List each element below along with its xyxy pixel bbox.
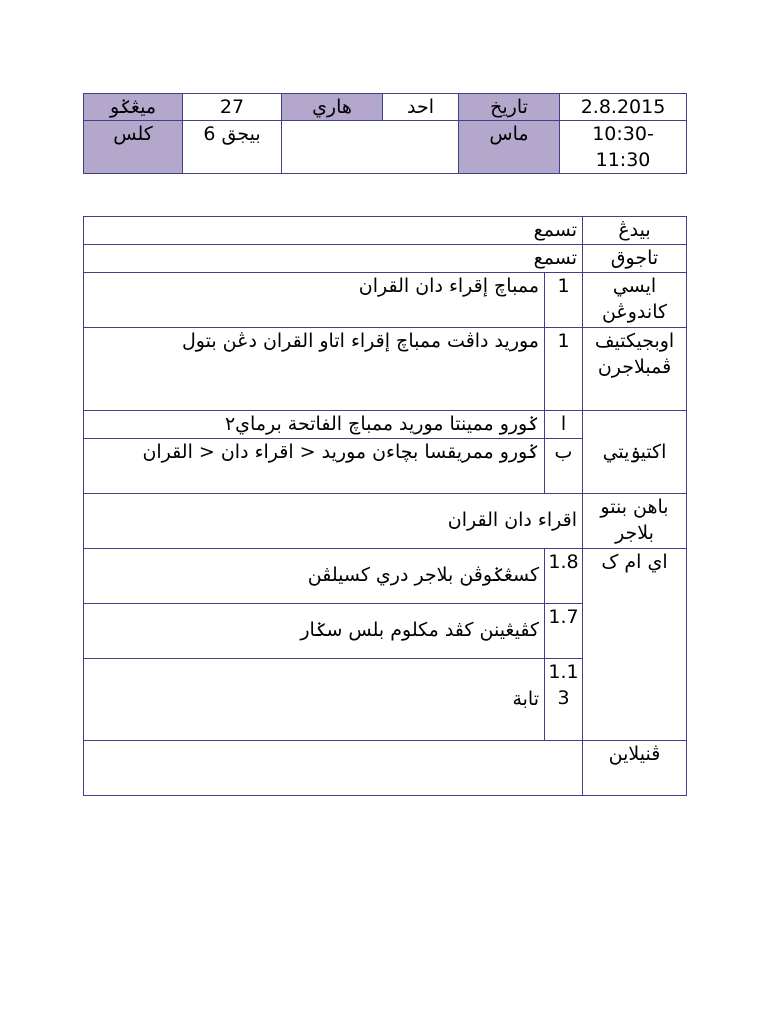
masa-value: -10:30 11:30 <box>560 121 687 174</box>
header-row-1 <box>84 94 687 121</box>
row-tajuk <box>84 245 687 273</box>
tajuk-label: تاجوق <box>583 245 687 273</box>
bidang-value: تسمع <box>84 217 583 245</box>
row-isi-kandungan <box>84 273 687 328</box>
hari-value: احد <box>383 94 459 121</box>
emk-label: اي ام ک <box>583 549 687 741</box>
aktiviti-label: اكتيۏيتي <box>583 411 687 494</box>
lesson-header-table <box>83 93 687 174</box>
minggu-value: 27 <box>183 94 282 121</box>
aktiviti-a-index: ا <box>545 411 583 439</box>
masa-label: ماس <box>459 121 560 174</box>
header-row-2 <box>84 121 687 174</box>
minggu-label: ميڠݢو <box>84 94 183 121</box>
emk-2-index: 1.7 <box>545 604 583 659</box>
emk-1-value: كسڠݢوڤن بلاجر دري كسيلڤن <box>84 549 545 604</box>
tarikh-value: 2.8.2015 <box>560 94 687 121</box>
emk-1-index: 1.8 <box>545 549 583 604</box>
objektif-index: 1 <box>545 328 583 411</box>
lesson-plan-table <box>83 216 687 796</box>
row-bidang <box>84 217 687 245</box>
row-bahan-bantu <box>84 494 687 549</box>
penilaian-value <box>84 741 583 796</box>
emk-3-index: 1.13 <box>545 659 583 741</box>
objektif-label: اوبجيكتيف ڤمبلاجرن <box>583 328 687 411</box>
aktiviti-b-index: ب <box>545 439 583 494</box>
empty-cell <box>282 121 459 174</box>
emk-3-value: تابة <box>84 659 545 741</box>
hari-label: هاري <box>282 94 383 121</box>
tarikh-label: تاريخ <box>459 94 560 121</box>
isi-kandungan-index: 1 <box>545 273 583 328</box>
aktiviti-b-value: ݢورو ممريقسا بچاءن موريد < اقراء دان < القران <box>84 439 545 494</box>
row-aktiviti-a <box>84 411 687 439</box>
isi-kandungan-label: ايسي كاندوڠن <box>583 273 687 328</box>
tajuk-value: تسمع <box>84 245 583 273</box>
bahan-bantu-value: اقراء دان القران <box>84 494 583 549</box>
penilaian-label: ڤنيلاين <box>583 741 687 796</box>
row-penilaian <box>84 741 687 796</box>
row-emk-1 <box>84 549 687 604</box>
row-objektif <box>84 328 687 411</box>
isi-kandungan-value: ممباچ إقراء دان القران <box>84 273 545 328</box>
bahan-bantu-label: باهن بنتو بلاجر <box>583 494 687 549</box>
objektif-value: موريد داڤت ممباچ إقراء اتاو القران دڠن بتول <box>84 328 545 411</box>
emk-2-value: كڤيڠينن كڤد مكلوم بلس سݢار <box>84 604 545 659</box>
kelas-label: كلس <box>84 121 183 174</box>
kelas-value: بيجق 6 <box>183 121 282 174</box>
bidang-label: بيدڠ <box>583 217 687 245</box>
aktiviti-a-value: ݢورو ممينتا موريد ممباچ الفاتحة برماي٢ <box>84 411 545 439</box>
